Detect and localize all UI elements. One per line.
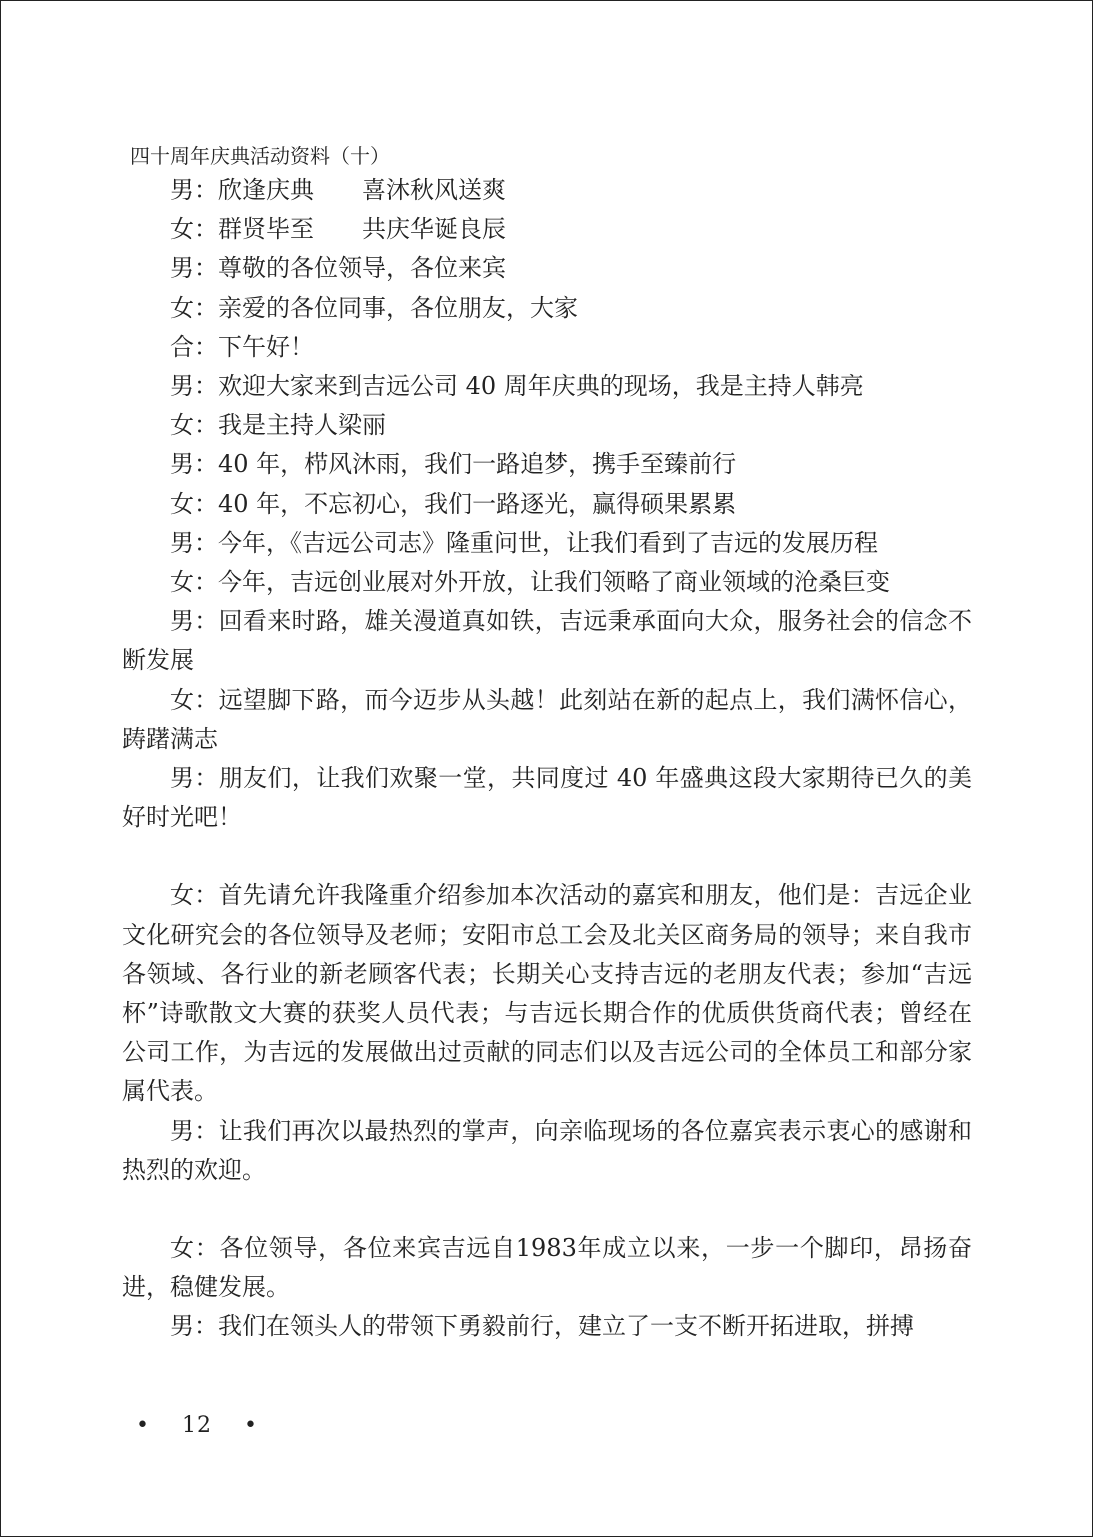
dialogue-paragraph: 合：下午好！ (170, 332, 314, 361)
dialogue-paragraph: 男：40 年，栉风沐雨，我们一路追梦，携手至臻前行 (170, 450, 737, 479)
dialogue-paragraph: 男：回看来时路，雄关漫道真如铁，吉远秉承面向大众，服务社会的信念不断发展 (122, 607, 972, 675)
dialogue-paragraph: 男：欣逢庆典 喜沐秋风送爽 (170, 176, 506, 204)
dialogue-paragraph: 女：亲爱的各位同事，各位朋友，大家 (170, 293, 578, 322)
dialogue-paragraph: 男：朋友们，让我们欢聚一堂，共同度过 40 年盛典这段大家期待已久的美好时光吧！ (122, 764, 972, 832)
dialogue-paragraph: 男：今年，《吉远公司志》隆重问世，让我们看到了吉远的发展历程 (170, 528, 878, 557)
dialogue-paragraph: 女：我是主持人梁丽 (170, 411, 386, 440)
running-header: 四十周年庆典活动资料（十） (130, 144, 390, 168)
dialogue-paragraph: 女：群贤毕至 共庆华诞良辰 (170, 215, 506, 244)
dialogue-paragraph: 男：欢迎大家来到吉远公司 40 周年庆典的现场，我是主持人韩亮 (170, 372, 864, 401)
page-footer (136, 1413, 258, 1438)
document-body (122, 171, 972, 1347)
dialogue-paragraph: 女：各位领导，各位来宾吉远自1983年成立以来，一步一个脚印，昂扬奋进，稳健发展。 (122, 1234, 972, 1302)
dialogue-paragraph: 女：远望脚下路，而今迈步从头越！此刻站在新的起点上，我们满怀信心，踌躇满志 (122, 685, 972, 753)
dialogue-paragraph: 男：尊敬的各位领导，各位来宾 (170, 254, 506, 283)
dialogue-paragraph: 女：首先请允许我隆重介绍参加本次活动的嘉宾和朋友，他们是：吉远企业文化研究会的各位领导及老师；安阳市总工会及北关区商务局的领导；来自我市各领域、各行业的新老顾客代表；长期关心支持吉远的老朋友代表；参加“吉远杯”诗歌散文大赛的获奖人员代表；与吉远长期合作的优质供货商代表；曾经在公司工作，为吉远的发展做出过贡献的同志们以及吉远公司的全体员工和部分家属代表。 (122, 881, 972, 1106)
footer-bullet-right: • (243, 1413, 258, 1438)
dialogue-paragraph: 女：今年，吉远创业展对外开放，让我们领略了商业领域的沧桑巨变 (170, 568, 890, 597)
dialogue-paragraph: 男：让我们再次以最热烈的掌声，向亲临现场的各位嘉宾表示衷心的感谢和热烈的欢迎。 (122, 1116, 972, 1184)
dialogue-paragraph: 男：我们在领头人的带领下勇毅前行，建立了一支不断开拓进取，拼搏 (170, 1312, 914, 1341)
footer-bullet-left: • (136, 1413, 150, 1438)
dialogue-paragraph: 女：40 年，不忘初心，我们一路逐光，赢得硕果累累 (170, 489, 737, 518)
page-number: 12 (181, 1413, 212, 1438)
